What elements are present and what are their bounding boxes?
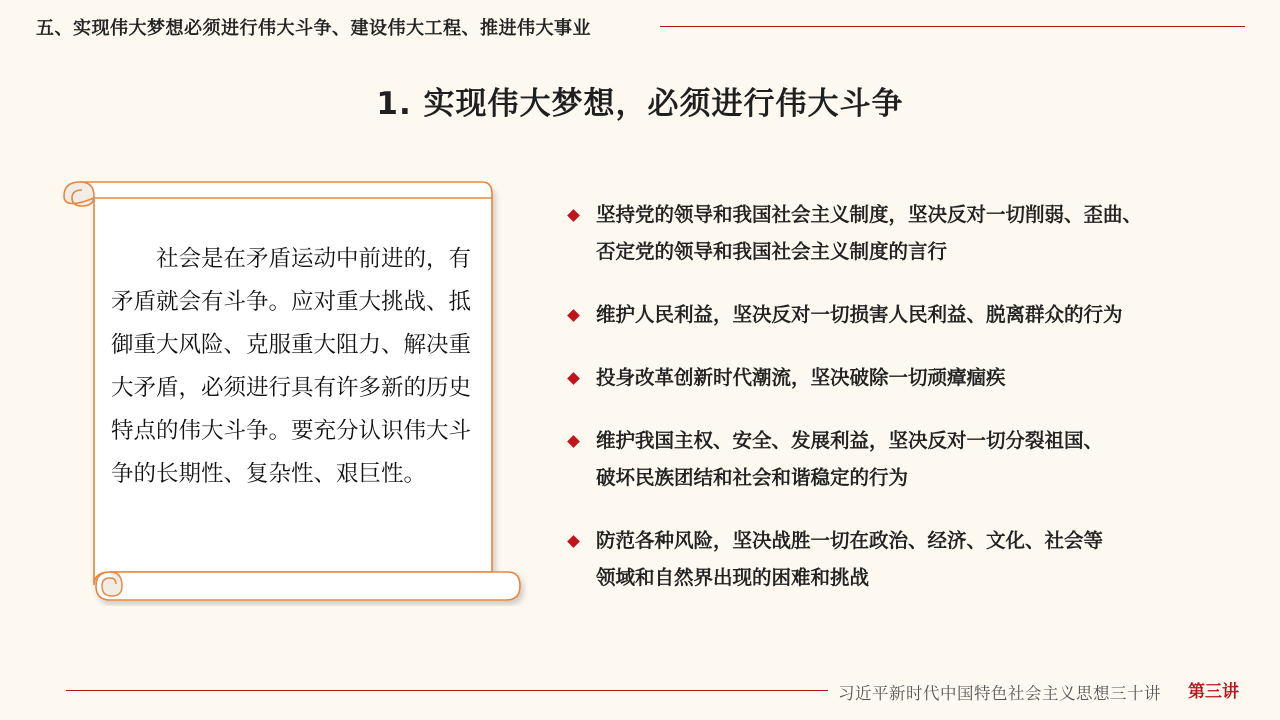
bullet-item (566, 522, 1246, 596)
diamond-bullet-icon (567, 535, 580, 548)
diamond-bullet-icon (567, 209, 580, 222)
bullet-item (566, 359, 1246, 396)
footer-lecture-badge: 第三讲 (1188, 682, 1239, 702)
scroll-quote-text: 社会是在矛盾运动中前进的，有矛盾就会有斗争。应对重大挑战、抵御重大风险、克服重大阻力、解决重大矛盾，必须进行具有许多新的历史特点的伟大斗争。要充分认识伟大斗争的长期性、复杂性、艰巨性。 (111, 246, 472, 487)
quote-scroll (0, 0, 540, 620)
footer-divider (66, 690, 828, 691)
bullet-item (566, 196, 1246, 270)
bullet-item (566, 422, 1246, 496)
bullet-text: 维护我国主权、安全、发展利益，坚决反对一切分裂祖国、破坏民族团结和社会和谐稳定的行为 (596, 429, 1104, 489)
section-header: 五、实现伟大梦想必须进行伟大斗争、建设伟大工程、推进伟大事业 (36, 18, 591, 39)
bullet-list (566, 196, 1246, 622)
diamond-bullet-icon (567, 309, 580, 322)
bullet-text: 防范各种风险，坚决战胜一切在政治、经济、文化、社会等领域和自然界出现的困难和挑战 (596, 529, 1104, 589)
bullet-item (566, 296, 1246, 333)
diamond-bullet-icon (567, 435, 580, 448)
diamond-bullet-icon (567, 372, 580, 385)
bullet-text: 坚持党的领导和我国社会主义制度，坚决反对一切削弱、歪曲、否定党的领导和我国社会主义制度的言行 (596, 203, 1143, 263)
bullet-text: 投身改革创新时代潮流，坚决破除一切顽瘴痼疾 (596, 366, 1006, 389)
bullet-text: 维护人民利益，坚决反对一切损害人民利益、脱离群众的行为 (596, 303, 1123, 326)
page-title: 1. 实现伟大梦想，必须进行伟大斗争 (376, 86, 904, 122)
footer-series-title: 习近平新时代中国特色社会主义思想三十讲 (838, 684, 1161, 703)
header-divider (660, 26, 1245, 27)
